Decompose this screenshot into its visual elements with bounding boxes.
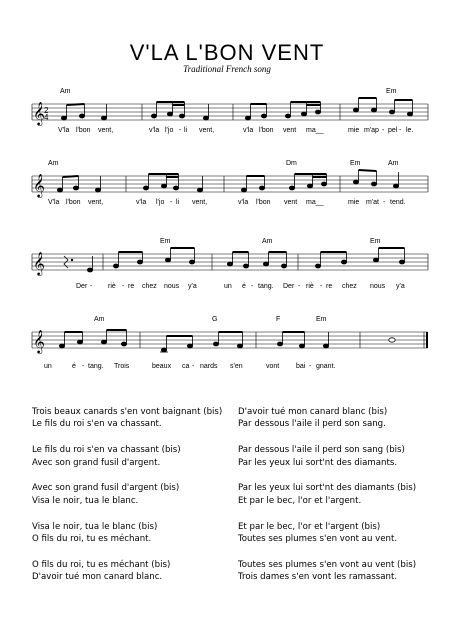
lyric-syllable: tang.: [88, 363, 104, 370]
lyric-syllable: -: [383, 199, 386, 206]
stanza: [238, 444, 428, 469]
chord-label: Am: [94, 316, 105, 323]
lyric-syllable: vent,: [192, 199, 208, 206]
lyric-syllable: le.: [406, 127, 414, 134]
verse-line: Par les yeux lui sort'nt des diamants (bis): [238, 483, 417, 494]
lyric-syllable: tang.: [258, 283, 274, 290]
chord-label: Am: [60, 88, 71, 95]
verse-line: Toutes ses plumes s'en vont au vent (bis): [238, 559, 417, 570]
staff-system-1: [0, 88, 454, 144]
lyric-syllable: riè: [108, 283, 116, 290]
lyric-syllable: nous: [164, 283, 180, 290]
verse-line: Le fils du roi s'en va chassant.: [32, 419, 162, 430]
verse-line: Par les yeux lui sort'nt des diamants.: [238, 457, 398, 468]
chord-label: Em: [386, 88, 397, 95]
treble-clef-icon: 𝄞: [33, 251, 45, 275]
verse-line: D'avoir tué mon canard blanc.: [32, 572, 163, 583]
lyric-syllable: pel: [388, 127, 398, 134]
lyric-syllable: -: [251, 283, 254, 290]
lyric-syllable: -: [309, 363, 312, 370]
lyric-syllable: l'jo: [156, 199, 165, 206]
chord-label: Am: [48, 160, 59, 167]
chord-label: Em: [370, 238, 381, 245]
lyric-syllable: gnant.: [316, 363, 336, 370]
lyric-syllable: li: [176, 199, 180, 206]
verse-line: Visa le noir, tua le blanc (bis): [32, 521, 158, 532]
lyric-syllable: m'at: [366, 199, 380, 206]
lyric-syllable: l'bon: [76, 127, 91, 134]
stanza: [32, 406, 222, 431]
lyric-syllable: v'la: [149, 127, 160, 134]
stanza: [32, 559, 222, 584]
verse-line: Et par le bec, l'or et l'argent.: [238, 495, 362, 506]
verse-line: Trois dames s'en vont les ramassant.: [238, 572, 398, 583]
lyric-syllable: é: [72, 363, 76, 370]
lyric-syllable: V'la: [58, 127, 70, 134]
lyric-syllable: re: [326, 283, 333, 290]
lyric-syllable: -: [382, 127, 385, 134]
chord-label: Em: [350, 160, 361, 167]
lyric-syllable: tend.: [390, 199, 406, 206]
svg-text:4: 4: [44, 113, 49, 122]
lyric-syllable: un: [44, 363, 52, 370]
lyric-syllable: -: [192, 363, 195, 370]
lyric-syllable: y'a: [188, 283, 197, 290]
lyric-syllable: nards: [200, 363, 218, 370]
lyric-syllable: Der: [283, 283, 295, 290]
lyric-syllable: un: [224, 283, 232, 290]
chord-label: Am: [388, 160, 399, 167]
verse-line: Toutes ses plumes s'en vont au vent.: [238, 534, 398, 545]
stanza: [238, 406, 428, 431]
treble-clef-icon: 𝄞: [33, 329, 45, 353]
lyric-syllable: vent,: [88, 199, 104, 206]
verse-line: Avec son grand fusil d'argent (bis): [32, 483, 180, 494]
chord-label: Am: [262, 238, 273, 245]
lyric-syllable: s'en: [230, 363, 243, 370]
lyric-syllable: mie: [348, 199, 360, 206]
song-title: V'LA L'BON VENT: [129, 40, 325, 65]
lyric-syllable: -: [170, 199, 173, 206]
lyric-syllable: chez: [342, 283, 357, 290]
lyric-syllable: Trois: [114, 363, 130, 370]
verse-line: Par dessous l'aile il perd son sang.: [238, 419, 386, 430]
lyric-syllable: l'bon: [259, 127, 274, 134]
stanza: [32, 444, 222, 469]
verse-line: Par dessous l'aile il perd son sang (bis): [238, 445, 405, 456]
verse-line: Le fils du roi s'en va chassant (bis): [32, 445, 181, 456]
song-subtitle: Traditional French song: [183, 64, 271, 74]
lyric-syllable: li: [184, 127, 188, 134]
lyric-syllable: -: [320, 283, 323, 290]
svg-text:2: 2: [44, 106, 49, 115]
chord-label: Dm: [286, 160, 297, 167]
verse-line: Et par le bec, l'or et l'argent (bis): [238, 521, 381, 532]
lyric-syllable: l'bon: [256, 199, 271, 206]
lyric-syllable: v'la: [136, 199, 147, 206]
verse-line: O fils du roi, tu es méchant.: [32, 534, 152, 545]
treble-clef-icon: 𝄞: [33, 101, 45, 125]
lyric-syllable: chez: [142, 283, 157, 290]
lyric-syllable: -: [399, 127, 402, 134]
lyric-syllable: bai: [296, 363, 306, 370]
lyric-syllable: vent,: [199, 127, 215, 134]
stanza: [32, 521, 222, 546]
lyric-syllable: vont: [266, 363, 280, 370]
verse-line: Avec son grand fusil d'argent.: [32, 457, 161, 468]
verse-line: Trois beaux canards s'en vont baignant (bis): [32, 407, 223, 417]
verse-line: Visa le noir, tua le blanc.: [32, 495, 139, 506]
lyric-syllable: y'a: [396, 283, 405, 290]
lyric-syllable: -: [298, 283, 301, 290]
lyric-syllable: é: [242, 283, 246, 290]
lyric-syllable: ma__: [306, 127, 324, 134]
lyric-syllable: v'la: [243, 127, 254, 134]
verse-line: O fils du roi, tu es méchant (bis): [32, 559, 171, 570]
lyric-syllable: riè: [306, 283, 314, 290]
lyric-syllable: l'jo: [165, 127, 174, 134]
staff-system-2: [0, 160, 454, 216]
stanza: [238, 559, 428, 584]
treble-clef-icon: 𝄞: [33, 173, 45, 197]
lyric-syllable: ma__: [306, 199, 324, 206]
staff-system-4: [0, 316, 454, 376]
lyric-syllable: -: [122, 283, 125, 290]
lyric-syllable: -: [179, 127, 182, 134]
chord-label: G: [212, 316, 218, 323]
lyric-syllable: ca: [182, 363, 190, 370]
lyric-syllable: v'la: [238, 199, 249, 206]
stanza: [238, 482, 428, 507]
lyric-syllable: vent: [284, 199, 298, 206]
staff-system-3: [0, 238, 454, 294]
lyric-syllable: vent,: [98, 127, 114, 134]
lyric-syllable: nous: [370, 283, 386, 290]
chord-label: Em: [316, 316, 327, 323]
chord-label: F: [276, 316, 281, 323]
lyric-syllable: vent: [283, 127, 297, 134]
chord-label: Em: [160, 238, 171, 245]
verses-left-column: [32, 406, 222, 597]
verse-line: D'avoir tué mon canard blanc (bis): [238, 407, 388, 417]
lyric-syllable: m'ap: [364, 127, 379, 134]
stanza: [32, 482, 222, 507]
lyric-syllable: re: [128, 283, 135, 290]
verses-right-column: [238, 406, 428, 597]
lyric-syllable: mie: [348, 127, 360, 134]
stanza: [238, 521, 428, 546]
lyric-syllable: V'la: [48, 199, 60, 206]
lyric-syllable: -: [82, 363, 85, 370]
lyric-syllable: l'bon: [66, 199, 81, 206]
lyric-syllable: beaux: [152, 363, 172, 370]
lyric-syllable: -: [90, 283, 93, 290]
lyric-syllable: Der: [76, 283, 88, 290]
